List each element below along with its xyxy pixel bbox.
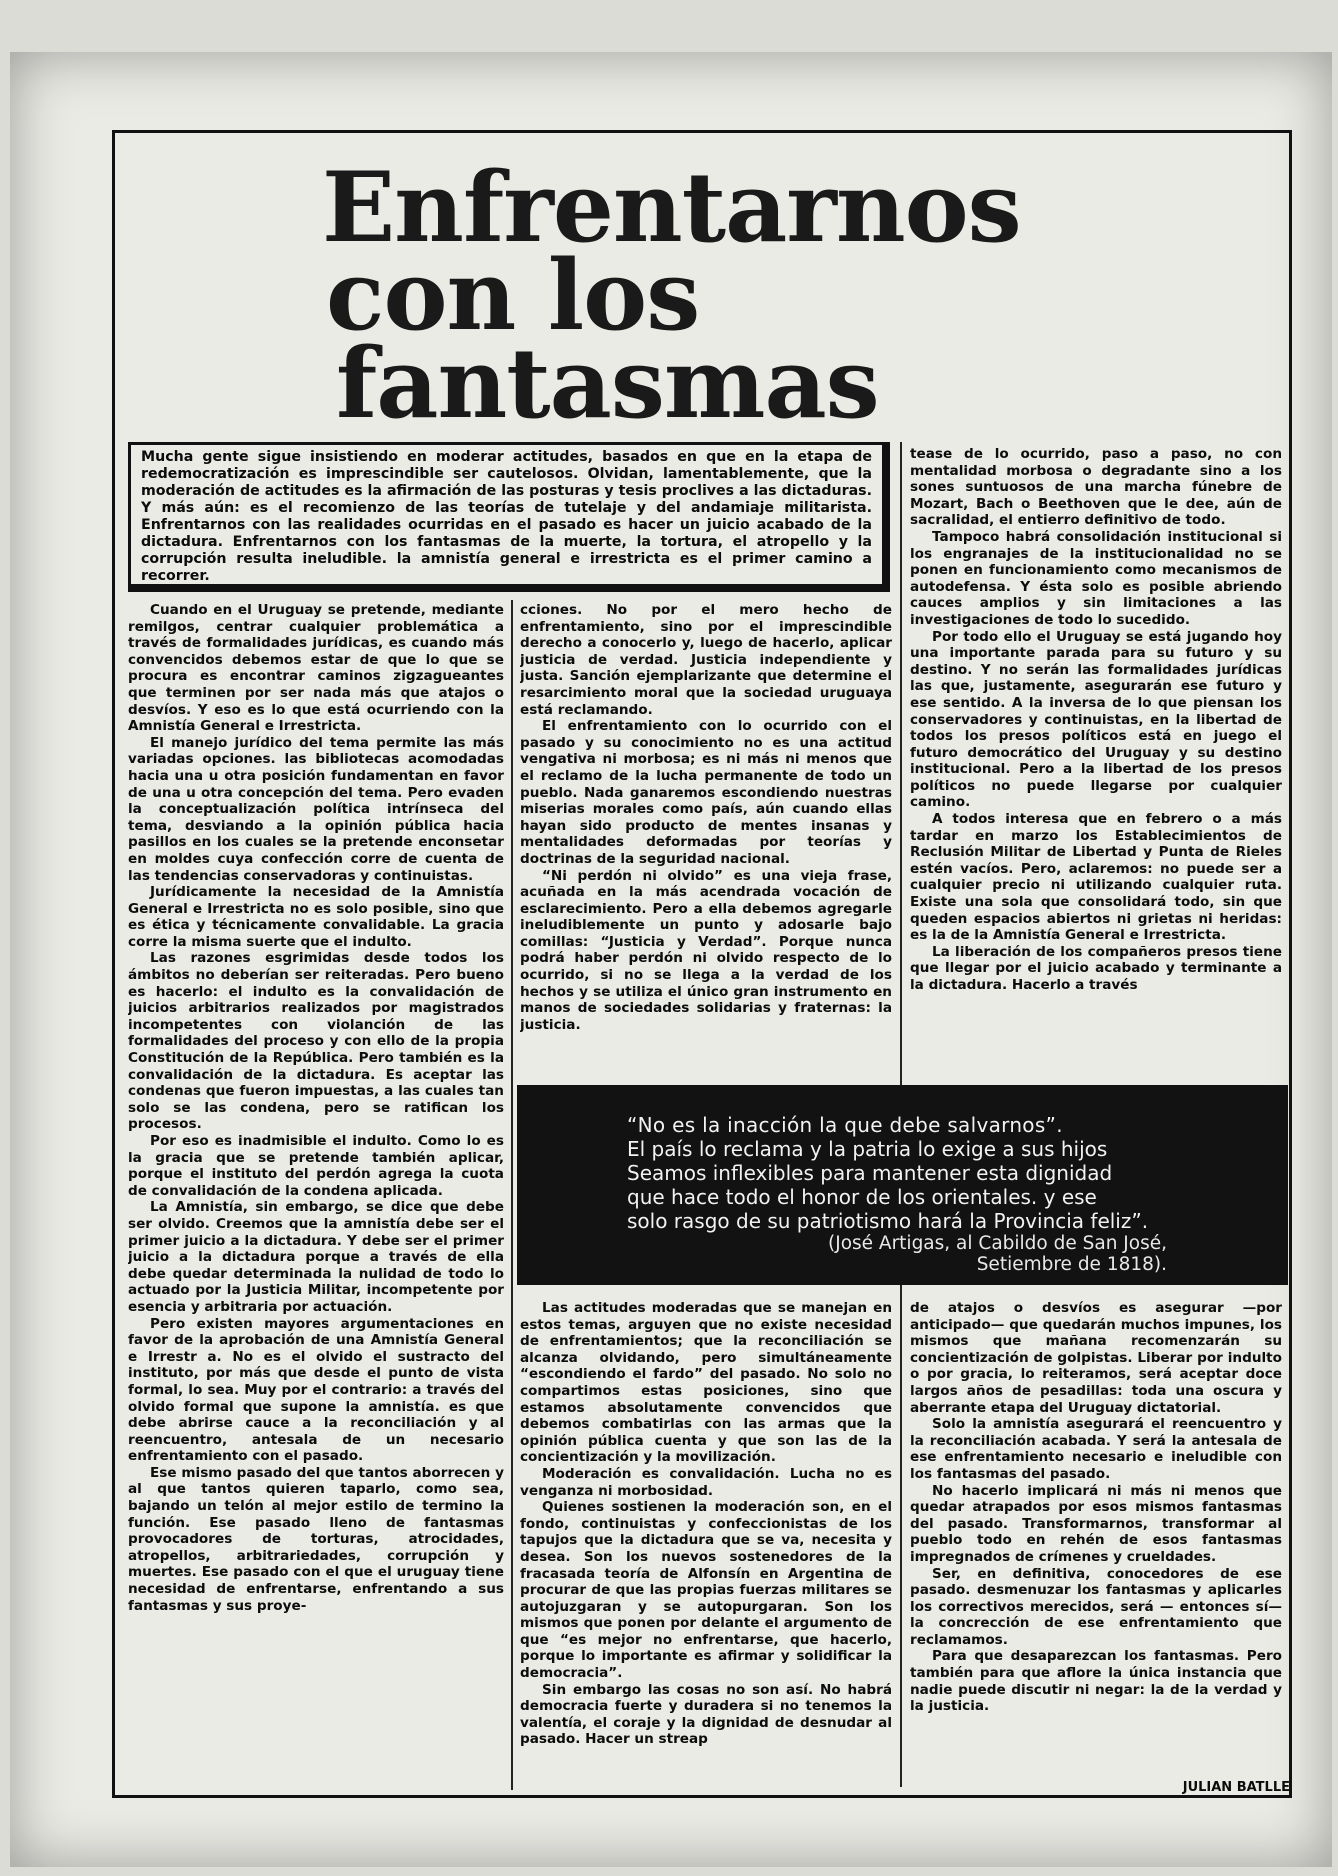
col3-paragraph: La liberación de los compañeros presos tiene que llegar por el juicio acabado y terminante a la dictadura. Hacerlo a través <box>910 943 1282 993</box>
col2-paragraph: Quienes sostienen la moderación son, en el fondo, continuistas y confeccionistas de los tapujos que la dictadura que se va, necesita y desea. Son los nuevos sostenedores de la fracasada teoría de Alfonsín en Argentina de procurar de que las propias fuerzas militares se autojuzgaran y se autopurgaran. Son los mismos que ponen por delante el argumento de que “es mejor no enfrentarse, que hacerlo, porque lo importante es afirmar y solidificar la democracia”. <box>520 1499 892 1682</box>
headline-line-1: Enfrentarnos <box>322 151 1021 264</box>
col3-paragraph: de atajos o desvíos es asegurar —por anticipado— que quedarán muchos impunes, los mismos que mañana recomenzarán su concientización de golpistas. Liberar por indulto o por gracia, lo reiteramos, será aceptar doce largos años de pesadillas: toda una oscura y aberrante etapa del Uruguay dictatorial. <box>910 1300 1282 1416</box>
column-3-top <box>910 446 1282 1078</box>
col1-paragraph: Ese mismo pasado del que tantos aborrecen y al que tantos quieren taparlo, como sea, bajando un telón al mejor estilo de termino la función. Ese pasado lleno de fantasmas provocadores de torturas, atrocidades, atropellos, arbitrariedades, corrupción y muertes. Ese pasado con el que el uruguay tiene necesidad de enfrentarse, enfrentando a sus fantasmas y sus proye- <box>128 1464 504 1614</box>
col1-paragraph: Por eso es inadmisible el indulto. Como lo es la gracia que se pretende también aplicar, porque el instituto del perdón agrega la cuota de convalidación de la condena aplicada. <box>128 1133 504 1199</box>
col2-paragraph: “Ni perdón ni olvido” es una vieja frase, acuñada en la más acendrada vocación de esclarecimiento. Pero a ella debemos agregarle ineludiblemente un punto y adosarle bajo comillas: “Justicia y Verdad”. Porque nunca podrá haber perdón ni olvido respecto de lo ocurrido, si no se llega a la verdad de los hechos y se utiliza el único gran instrumento en manos de sociedades solidarias y fraternas: la justicia. <box>520 867 892 1033</box>
column-2-top <box>520 602 892 1077</box>
col2-paragraph: cciones. No por el mero hecho de enfrentamiento, sino por el imprescindible derecho a conocerlo y, luego de hacerlo, aplicar justicia de verdad. Justicia independiente y justa. Sanción ejemplarizante que determine el resarcimiento moral que la sociedad uruguaya está reclamando. <box>520 602 892 718</box>
author-signature: JULIAN BATLLE <box>1182 1780 1290 1795</box>
col3-paragraph: Para que desaparezcan los fantasmas. Pero también para que aflore la única instancia que nadie puede discutir ni negar: la de la verdad y la justicia. <box>910 1648 1282 1715</box>
quote-attribution <box>757 1233 1167 1275</box>
column-2-bottom <box>520 1300 892 1790</box>
col1-paragraph: Las razones esgrimidas desde todos los ámbitos no deberían ser reiteradas. Pero bueno es hacerlo: el indulto es la convalidación de juicios arbitrarios realizados por magistrados incompetentes con violanción de las formalidades del proceso y con ello de la propia Constitución de la República. Pero también es la convalidación de la dictadura. Es aceptar las condenas que fueron impuestas, a las cuales tan solo se las condena, pero se ratifican los procesos. <box>128 950 504 1133</box>
col2-paragraph: Sin embargo las cosas no son así. No habrá democracia fuerte y duradera si no tenemos la valentía, el coraje y la dignidad de desnudar al pasado. Hacer un streap <box>520 1681 892 1748</box>
quote-attribution-line: (José Artigas, al Cabildo de San José, <box>828 1233 1167 1254</box>
col3-paragraph: A todos interesa que en febrero o a más tardar en marzo los Establecimientos de Reclusión Militar de Libertad y Punta de Rieles estén vacíos. Pero, aclaremos: no puede ser a cualquier precio ni utilizando cualquier ruta. Existe una sola que consolidará todo, sin que queden espacios abiertos ni grietas ni heridas: es la de la Amnistía General e Irrestricta. <box>910 811 1282 944</box>
col1-paragraph: El manejo jurídico del tema permite las más variadas opciones. las bibliotecas acomodadas hacia una u otra posición fundamentan en favor de una u otra concepción del tema. Pero evaden la conceptualización política intrínseca del tema, desviando a la opinión pública hacia pasillos en los cuales se la pretende enconsetar en moldes cuya confección corre de cuenta de las tendencias conservadoras y continuistas. <box>128 734 504 884</box>
col3-paragraph: Solo la amnistía asegurará el reencuentro y la reconciliación acabada. Y será la antesala de ese enfrentamiento necesario e ineludible con los fantasmas del pasado. <box>910 1416 1282 1482</box>
col3-paragraph: Tampoco habrá consolidación institucional si los engranajes de la institucionalidad no se ponen en funcionamiento como mecanismos de autodefensa. Y ésta solo es posible abriendo cauces amplios y sin limitaciones a las investigaciones de todo lo sucedido. <box>910 528 1282 628</box>
col3-paragraph: No hacerlo implicará ni más ni menos que quedar atrapados por esos mismos fantasmas del pasado. Transformarnos, transformar al pueblo todo en rehén de esos fantasmas impregnados de crímenes y crueldades. <box>910 1482 1282 1565</box>
col2-paragraph: Moderación es convalidación. Lucha no es venganza ni morbosidad. <box>520 1465 892 1499</box>
headline-line-3: fantasmas <box>336 327 879 440</box>
quote-line: “No es la inacción la que debe salvarnos”. <box>627 1113 1063 1137</box>
col2-paragraph: Las actitudes moderadas que se manejan en estos temas, arguyen que no existe necesidad de enfrentamientos; que la reconciliación se alcanza olvidando, pero simultáneamente “escondiendo el fardo” del pasado. No solo no compartimos estas posiciones, sino que estamos absolutamente convencidos que debemos combatirlas con las armas que la opinión pública cuenta y que son las de la concientización y la movilización. <box>520 1300 892 1466</box>
col1-paragraph: Jurídicamente la necesidad de la Amnistía General e Irrestricta no es solo posible, sino que es ética y técnicamente convalidable. La gracia corre la misma suerte que el indulto. <box>128 884 504 950</box>
col1-paragraph: Cuando en el Uruguay se pretende, mediante remilgos, centrar cualquier problemática a través de formalidades jurídicas, es cuando más convencidos debemos estar de que lo que se procura es encontrar caminos zigzagueantes que terminen por ser nada más que atajos o desvíos. Y eso es lo que está ocurriendo con la Amnistía General e Irrestricta. <box>128 602 504 735</box>
col1-paragraph: La Amnistía, sin embargo, se dice que debe ser olvido. Creemos que la amnistía debe ser el primer juicio a la dictadura. Y debe ser el primer juicio a la dictadura porque a través de ella debe quedar determinada la nulidad de todo lo actuado por la Justicia Militar, incompetente por esencia y arbitraria por actuación. <box>128 1199 504 1315</box>
col2-paragraph: El enfrentamiento con lo ocurrido con el pasado y su conocimiento no es una actitud vengativa ni morbosa; es ni más ni menos que el reclamo de la lucha permanente de todo un pueblo. Nada ganaremos escondiendo nuestras miserias morales como país, aún cuando ellas hayan sido producto de mentes insanas y mentalidades deformadas por teorías y doctrinas de la seguridad nacional. <box>520 718 892 867</box>
column-rule-1 <box>511 600 513 1790</box>
quote-line: Seamos inflexibles para mantener esta dignidad <box>627 1161 1113 1185</box>
col3-paragraph: Por todo ello el Uruguay se está jugando hoy una importante parada para su futuro y su destino. Y no serán las formalidades jurídicas las que, justamente, asegurarán ese futuro y ese sentido. A la inversa de lo que piensan los conservadores y continuistas, en la libertad de todos los presos políticos está en juego el futuro democrático del Uruguay y su destino institucional. Pero a la libertad de los presos políticos no puede llegarse por cualquier camino. <box>910 628 1282 811</box>
col3-paragraph: tease de lo ocurrido, paso a paso, no con mentalidad morbosa o degradante sino a los sones suntuosos de una marcha fúnebre de Mozart, Bach o Beethoven que le dee, aún de sacralidad, el entierro definitivo de todo. <box>910 446 1282 529</box>
quote-line: solo rasgo de su patriotismo hará la Provincia feliz”. <box>627 1209 1149 1233</box>
quote-line: El país lo reclama y la patria lo exige a sus hijos <box>627 1137 1108 1161</box>
artigas-quote-box <box>517 1085 1288 1285</box>
headline <box>322 151 1042 440</box>
lead-paragraph: Mucha gente sigue insistiendo en moderar actitudes, basados en que en la etapa de redemocratización es imprescindible ser cautelosos. Olvidan, lamentablemente, que la moderación de actitudes es la afirmación de las posturas y tesis proclives a las dictaduras. Y más aún: es el recomienzo de las teorías de tutelaje y del andamiaje militarista. Enfrentarnos con las realidades ocurridas en el pasado es hacer un juicio acabado de la dictadura. Enfrentarnos con los fantasmas de la muerte, la tortura, el atropello y la corrupción resulta ineludible. la amnistía general e irrestricta es el primer camino a recorrer. <box>128 442 890 592</box>
quote-text <box>517 1113 1287 1233</box>
column-3-bottom <box>910 1300 1282 1770</box>
column-1 <box>128 602 504 1792</box>
headline-line-2: con los <box>326 239 700 352</box>
quote-attribution-line: Setiembre de 1818). <box>976 1254 1167 1275</box>
quote-line: que hace todo el honor de los orientales. y ese <box>627 1185 1097 1209</box>
col3-paragraph: Ser, en definitiva, conocedores de ese pasado. desmenuzar los fantasmas y aplicarles los correctivos merecidos, será — entonces sí— la concrección de ese enfrentamiento que reclamamos. <box>910 1565 1282 1648</box>
col1-paragraph: Pero existen mayores argumentaciones en favor de la aprobación de una Amnistía General e Irrestr a. No es el olvido el sustracto del instituto, por más que desde el punto de vista formal, lo sea. Muy por el contrario: a través del olvido formal que supone la amnistía. es que debe abrirse cauce a la reconciliación y al reencuentro, antesala de un necesario enfrentamiento con el pasado. <box>128 1315 504 1465</box>
